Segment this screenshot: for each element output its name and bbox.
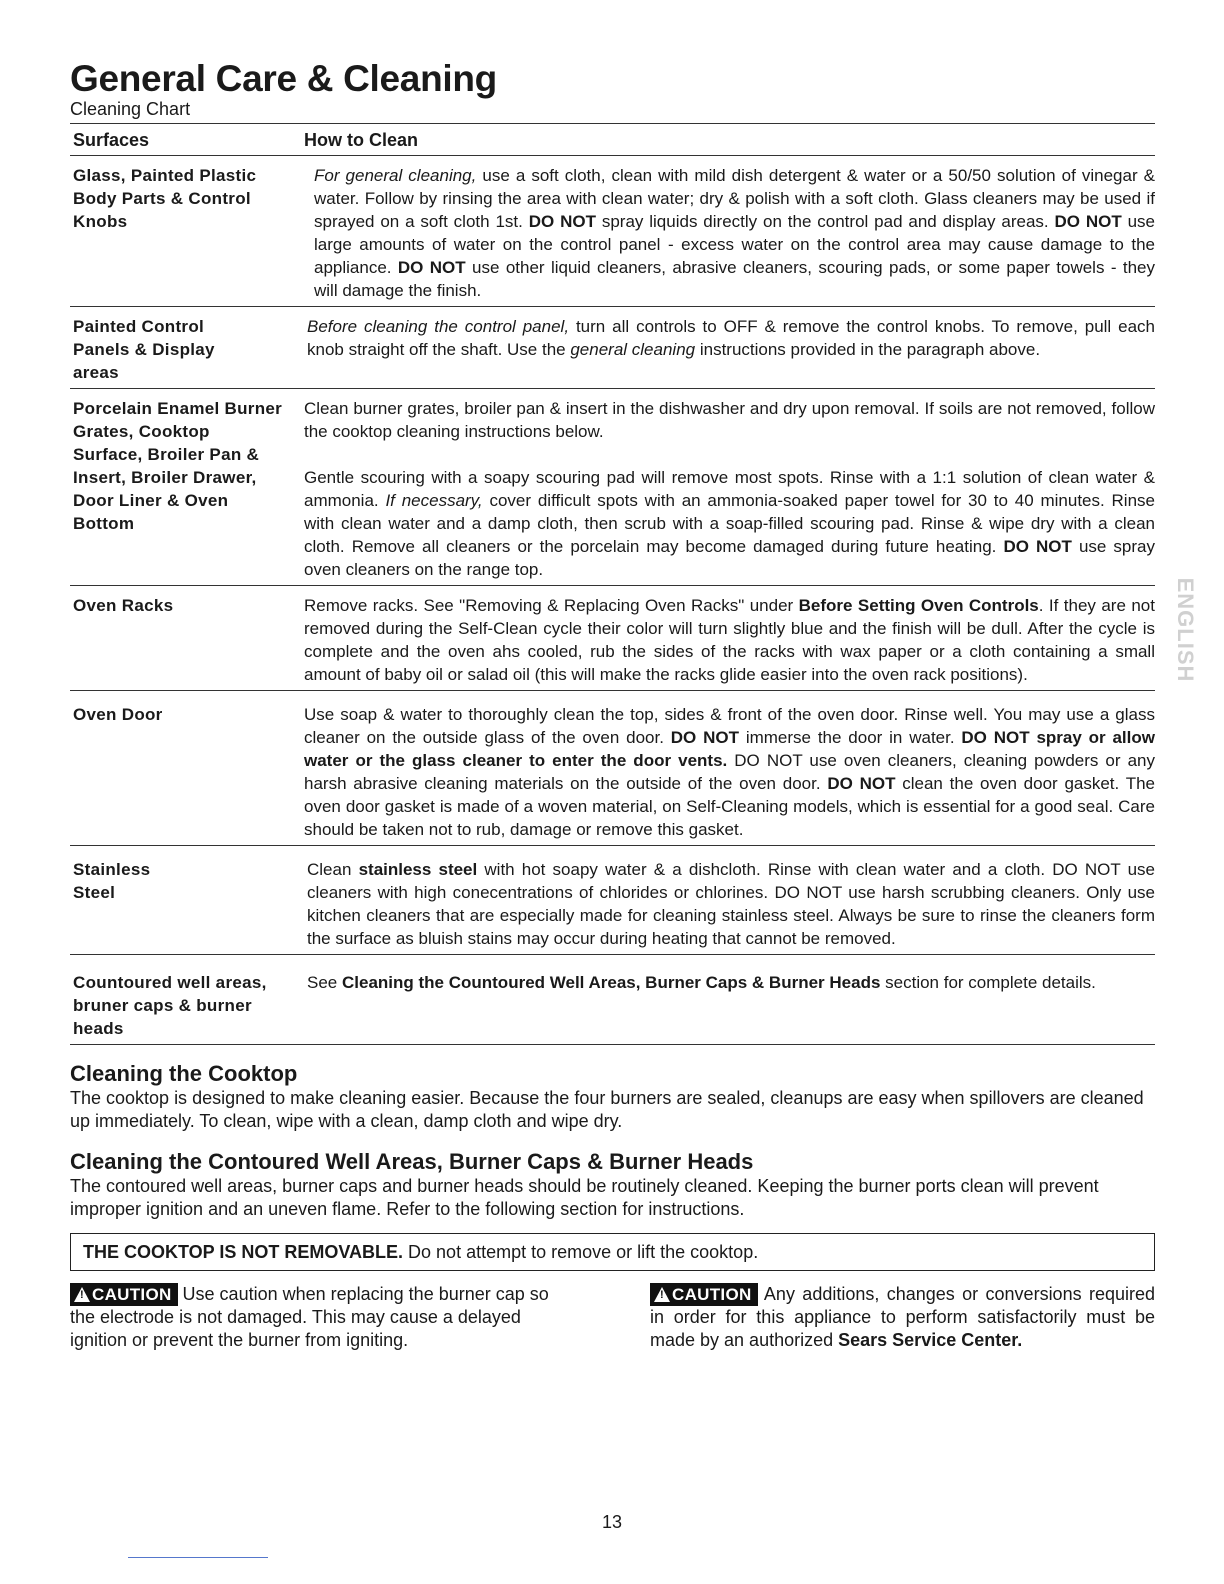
caution-left [70, 1283, 575, 1352]
surface-name: Oven Racks [73, 596, 174, 615]
how-to-clean-text: Clean stainless steel with hot soapy water & a dishcloth. Rinse with clean water and a cloth. DO NOT use cleaners with high conecentrations of chlorides or chlorines. DO NOT use harsh scrubbing cleaners. Only use kitchen cleaners that are especially made for cleaning stainless steel. Always be sure to rinse the cleaners form the surface as bluish stains may occur during heating that cannot be removed. [307, 860, 1156, 948]
surface-name: Painted Control Panels & Display areas [73, 317, 215, 382]
page-number: 13 [601, 1512, 623, 1532]
page-title: General Care & Cleaning [70, 58, 497, 99]
language-side-tab: ENGLISH [1173, 577, 1198, 683]
table-row [70, 156, 1155, 307]
contoured-section [70, 1149, 1155, 1221]
caution-right [650, 1283, 1155, 1352]
table-row [70, 389, 1155, 586]
notice-text: Do not attempt to remove or lift the cooktop. [403, 1242, 759, 1262]
surface-name: Porcelain Enamel Burner Grates, Cooktop Surface, Broiler Pan & Insert, Broiler Drawer, Door Liner & Oven Bottom [73, 399, 283, 533]
surface-name: Oven Door [73, 705, 163, 724]
caution-badge: ! CAUTION [70, 1283, 178, 1306]
surface-name: Glass, Painted Plastic Body Parts & Control Knobs [73, 166, 257, 231]
table-row [70, 691, 1155, 846]
cooktop-section [70, 1061, 1155, 1133]
contoured-text: The contoured well areas, burner caps and burner heads should be routinely cleaned. Keeping the burner ports clean will prevent improper ignition and an uneven flame. Refer to the following section for instructions. [70, 1176, 1099, 1219]
caution-text: Any additions, changes or conversions required in order for this appliance to perform satisfactorily must be made by an authorized [650, 1284, 1155, 1350]
table-row [70, 307, 1155, 389]
warning-triangle-icon: ! [654, 1287, 670, 1302]
page-content [70, 58, 1155, 1352]
surface-name: Countoured well areas, bruner caps & burner heads [73, 973, 267, 1038]
notice-bold: THE COOKTOP IS NOT REMOVABLE. [83, 1242, 404, 1262]
cleaning-chart-header [70, 123, 1155, 156]
contoured-heading: Cleaning the Contoured Well Areas, Burner Caps & Burner Heads [70, 1149, 754, 1174]
sears-service-center: Sears Service Center. [838, 1330, 1023, 1350]
page-subtitle: Cleaning Chart [70, 99, 191, 119]
how-to-clean-text: See Cleaning the Countoured Well Areas, Burner Caps & Burner Heads section for complete details. [307, 973, 1096, 992]
header-surfaces: Surfaces [73, 130, 150, 150]
cautions [70, 1283, 1155, 1352]
how-to-clean-text: Use soap & water to thoroughly clean the top, sides & front of the oven door. Rinse well. You may use a glass cleaner on the outside glass of the oven door. DO NOT immerse the door in water. DO NOT spray or allow water or the glass cleaner to enter the door vents. DO NOT use oven cleaners, cleaning powders or any harsh abrasive cleaning materials on the outside of the oven door. DO NOT clean the oven door gasket. The oven door gasket is made of a woven material, on Self-Cleaning models, which is essential for a good seal. Care should be taken not to rub, damage or remove this gasket. [304, 705, 1156, 839]
cooktop-text: The cooktop is designed to make cleaning easier. Because the four burners are sealed, cleanups are easy when spillovers are cleaned up immediately. To clean, wipe with a clean, damp cloth and wipe dry. [70, 1088, 1144, 1131]
not-removable-notice [70, 1233, 1155, 1271]
footer-rule [128, 1557, 268, 1558]
how-to-clean-text: Remove racks. See "Removing & Replacing Oven Racks" under Before Setting Oven Controls. If they are not removed during the Self-Clean cycle their color will turn slightly blue and the finish will be dull. After the cycle is complete and the oven ahs cooled, rub the sides of the racks with wax paper or a cloth containing a small amount of baby oil or salad oil (this will make the racks glide easier into the oven rack positions). [304, 596, 1155, 684]
table-row [70, 955, 1155, 1045]
caution-text: Use caution when replacing the burner cap so the electrode is not damaged. This may cause a delayed ignition or prevent the burner from igniting. [70, 1284, 549, 1350]
how-to-clean-text: For general cleaning, use a soft cloth, clean with mild dish detergent & water or a 50/50 solution of vinegar & water. Follow by rinsing the area with clean water; dry & polish with a soft cloth. Glass cleaners may be used if sprayed on a soft cloth 1st. DO NOT spray liquids directly on the control pad and display areas. DO NOT use large amounts of water on the control panel - excess water on the control area may cause damage to the appliance. DO NOT use other liquid cleaners, abrasive cleaners, scouring pads, or some paper towels - they will damage the finish. [314, 166, 1156, 300]
caution-badge: ! CAUTION [650, 1283, 758, 1306]
table-row [70, 586, 1155, 691]
table-row [70, 846, 1155, 955]
warning-triangle-icon: ! [74, 1287, 90, 1302]
how-to-clean-text: Clean burner grates, broiler pan & insert in the dishwasher and dry upon removal. If soils are not removed, follow the cooktop cleaning instructions below. Gentle scouring with a soapy scouring pad will remove most spots. Rinse with a 1:1 solution of clean water & ammonia. If necessary, cover difficult spots with an ammonia-soaked paper towel for 30 to 40 minutes. Rinse with clean water and a damp cloth, then scrub with a soap-filled scouring pad. Rinse & wipe dry with a clean cloth. Remove all cleaners or the porcelain may become damaged during future heating. DO NOT use spray oven cleaners on the range top. [304, 399, 1155, 579]
how-to-clean-text: Before cleaning the control panel, turn all controls to OFF & remove the control knobs. To remove, pull each knob straight off the shaft. Use the general cleaning instructions provided in the paragraph above. [307, 317, 1155, 359]
header-how-to-clean: How to Clean [304, 130, 419, 150]
surface-name: Stainless Steel [73, 860, 151, 902]
cooktop-heading: Cleaning the Cooktop [70, 1061, 298, 1086]
